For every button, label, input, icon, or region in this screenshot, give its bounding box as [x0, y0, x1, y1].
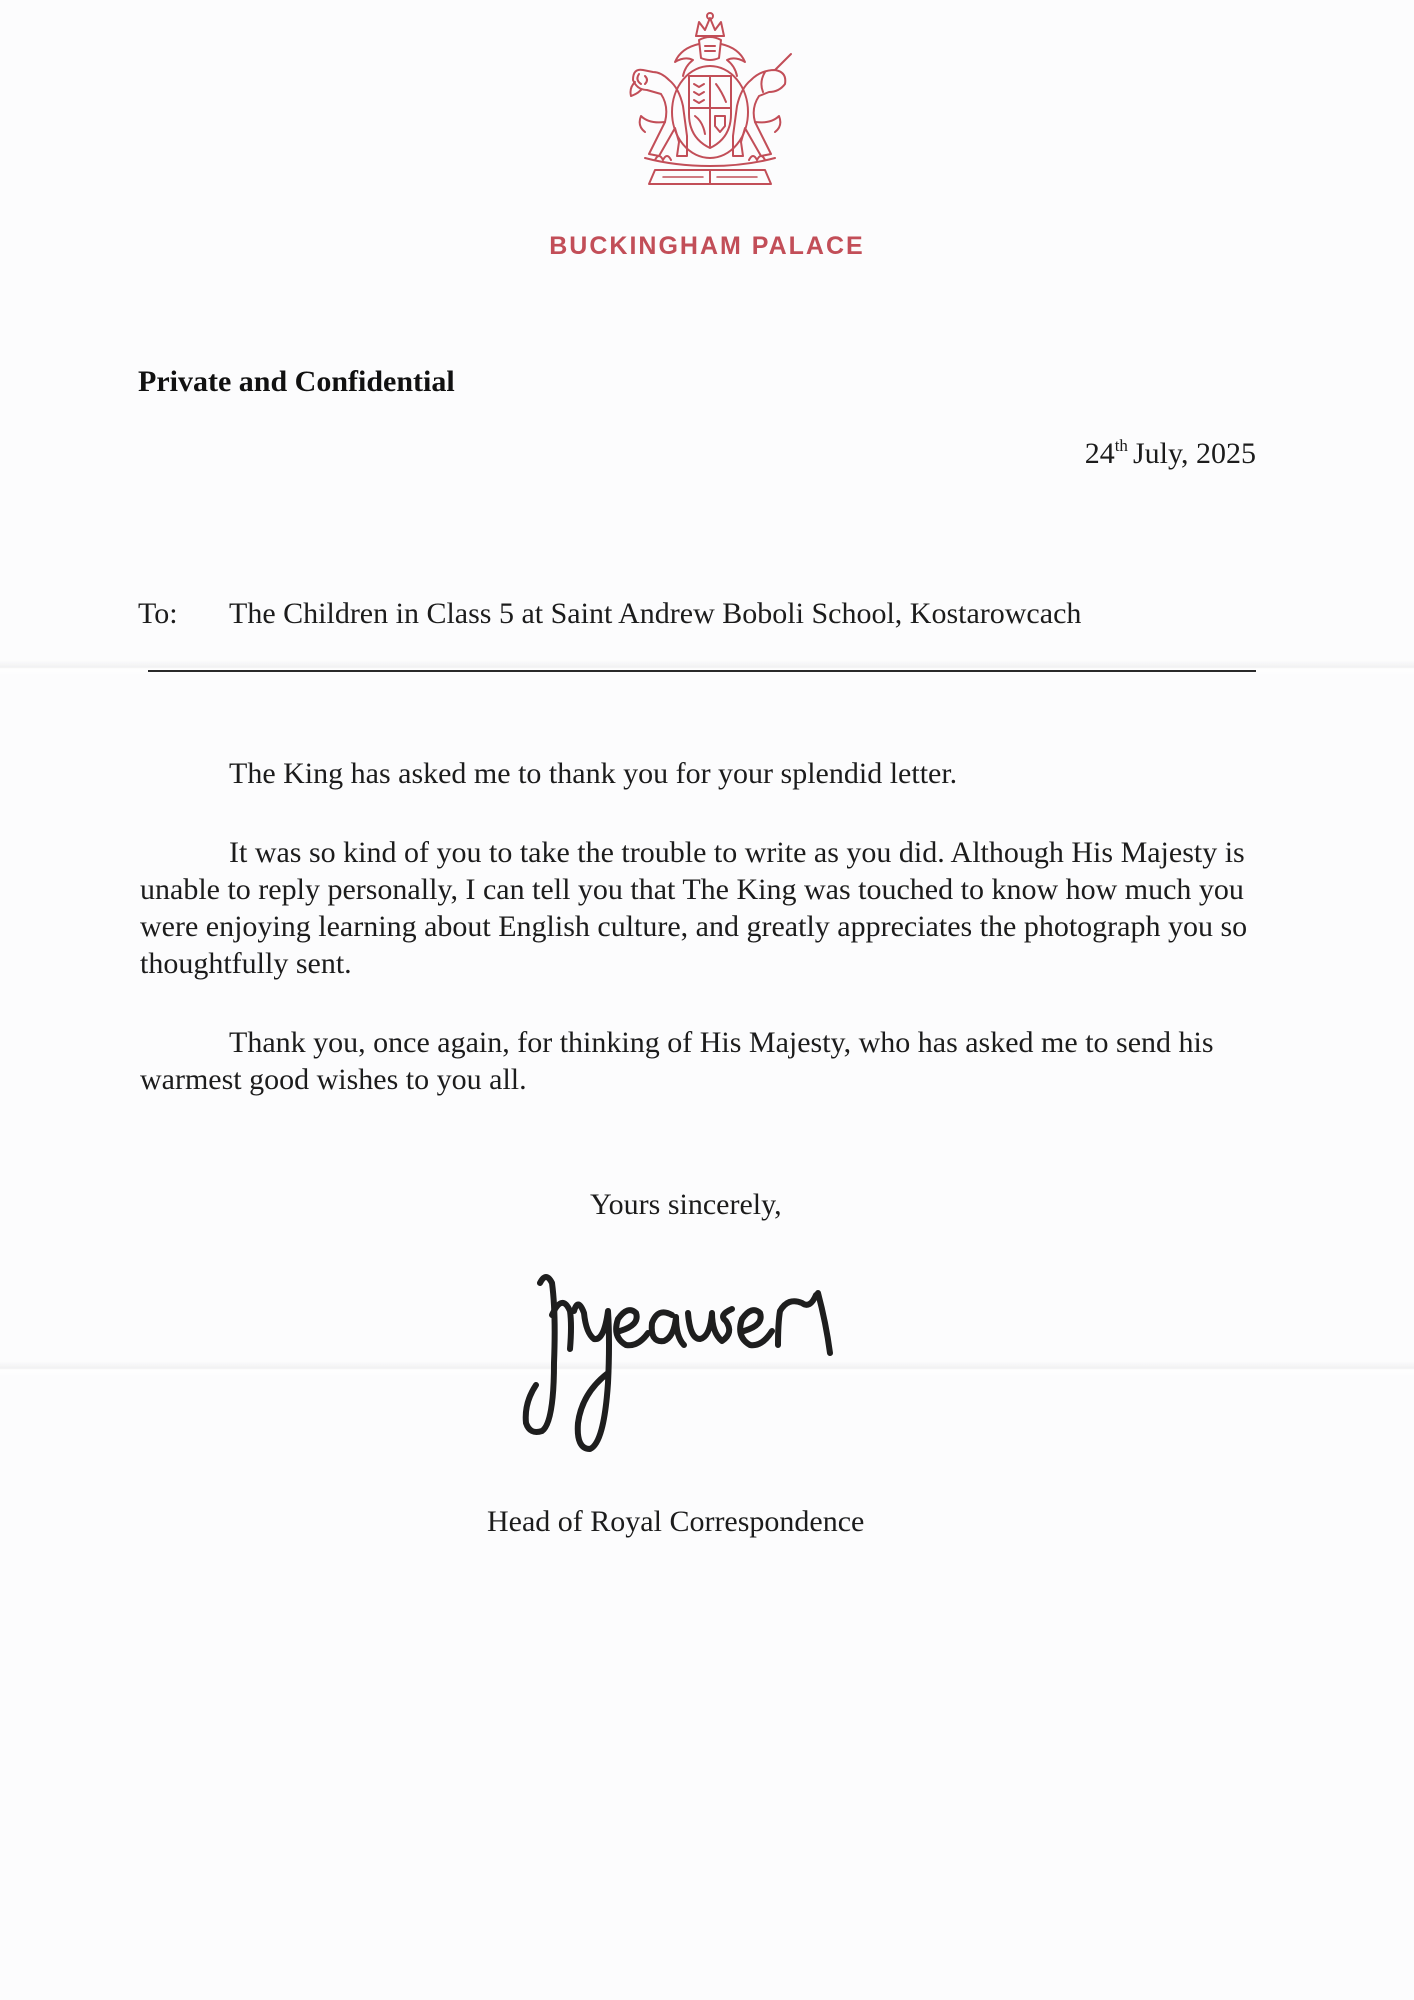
date-ordinal: th [1114, 436, 1128, 455]
letter-date [1085, 436, 1256, 471]
letterhead-title: BUCKINGHAM PALACE [549, 232, 865, 260]
date-month-year: July, 2025 [1132, 437, 1256, 470]
closing-salutation: Yours sincerely, [590, 1188, 782, 1221]
body-paragraph: Thank you, once again, for thinking of His Majesty, who has asked me to send his warmest good wishes to you all. [140, 1026, 1214, 1096]
body-paragraph: It was so kind of you to take the trouble to write as you did. Although His Majesty is unable to reply personally, I can tell you that The King was touched to know how much you were enjoying learning about English culture, and greatly appreciates the photograph you so thoughtfully sent. [140, 836, 1248, 980]
classification-heading: Private and Confidential [138, 365, 455, 398]
body-paragraph: The King has asked me to thank you for your splendid letter. [229, 757, 958, 790]
paper-fold-line [0, 660, 1414, 676]
recipient-name: The Children in Class 5 at Saint Andrew Boboli School, Kostarowcach [229, 597, 1082, 630]
letter-body [140, 755, 1270, 1140]
royal-coat-of-arms [615, 10, 805, 192]
signatory-title: Head of Royal Correspondence [487, 1505, 865, 1538]
date-day: 24 [1084, 437, 1115, 470]
recipient-label: To: [138, 597, 178, 630]
divider-rule [148, 670, 1256, 672]
recipient-line [138, 597, 1081, 631]
handwritten-signature [512, 1253, 902, 1463]
